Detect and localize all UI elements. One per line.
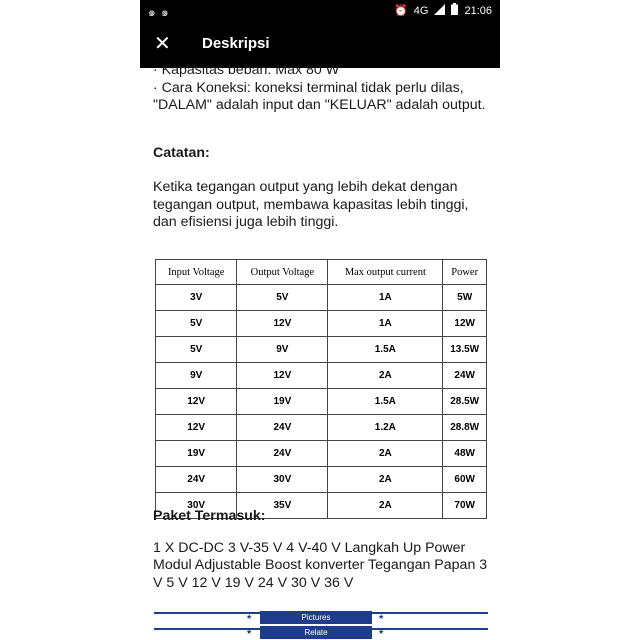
table-cell: 12V: [156, 389, 237, 415]
table-cell: 5V: [237, 285, 328, 311]
notes-heading: Catatan:: [153, 144, 210, 161]
table-cell: 48W: [443, 441, 487, 467]
table-row: [156, 441, 487, 467]
table-cell: 12V: [237, 363, 328, 389]
table-cell: 35V: [237, 493, 328, 519]
page-title: Deskripsi: [202, 35, 270, 52]
close-icon[interactable]: ✕: [154, 33, 171, 55]
table-cell: 19V: [237, 389, 328, 415]
table-cell: 5W: [443, 285, 487, 311]
clock: 21:06: [464, 4, 492, 17]
network-indicator: 4G: [413, 4, 429, 17]
table-cell: 5V: [156, 311, 237, 337]
signal-icon: [434, 4, 445, 18]
notification-icons: ๑ ๑: [148, 5, 170, 19]
table-row: [156, 389, 487, 415]
table-cell: 19V: [156, 441, 237, 467]
battery-icon: [451, 3, 458, 18]
package-text: 1 X DC-DC 3 V-35 V 4 V-40 V Langkah Up Power Modul Adjustable Boost konverter Tegangan Papan 3 V 5 V 12 V 19 V 24 V 30 V 36 V: [153, 539, 488, 591]
header-output-voltage: Output Voltage: [237, 260, 328, 285]
table-cell: 2A: [328, 493, 443, 519]
table-cell: 2A: [328, 441, 443, 467]
table-row: [156, 311, 487, 337]
table-cell: 1A: [328, 285, 443, 311]
table-cell: 70W: [443, 493, 487, 519]
description-content: [153, 62, 489, 232]
table-cell: 12W: [443, 311, 487, 337]
pictures-banner: [154, 609, 488, 640]
package-heading: Paket Termasuk:: [153, 508, 266, 524]
table-row: [156, 467, 487, 493]
star-icon: ★: [378, 629, 385, 636]
header-max-current: Max output current: [328, 260, 443, 285]
star-icon: ★: [246, 614, 253, 621]
phone-screen: [140, 0, 500, 640]
table-cell: 28.8W: [443, 415, 487, 441]
table-row: [156, 415, 487, 441]
banner-label-pictures: Pictures: [260, 611, 372, 624]
status-bar: [140, 0, 500, 22]
table-cell: 28.5W: [443, 389, 487, 415]
table-cell: 30V: [237, 467, 328, 493]
star-icon: ★: [378, 614, 385, 621]
table-row: [156, 363, 487, 389]
table-cell: 1.5A: [328, 337, 443, 363]
package-section: [153, 508, 489, 592]
table-cell: 9V: [156, 363, 237, 389]
notes-text: Ketika tegangan output yang lebih dekat dengan tegangan output, membawa kapasitas lebih tinggi, dan efisiensi juga lebih tinggi.: [153, 179, 469, 230]
table-cell: 24V: [156, 467, 237, 493]
table-cell: 24V: [237, 415, 328, 441]
header-input-voltage: Input Voltage: [156, 260, 237, 285]
table-cell: 1.5A: [328, 389, 443, 415]
table-cell: 24W: [443, 363, 487, 389]
table-cell: 24V: [237, 441, 328, 467]
table-cell: 9V: [237, 337, 328, 363]
table-row: [156, 285, 487, 311]
spec-table: [155, 259, 487, 519]
intro-line-connection: · Cara Koneksi: koneksi terminal tidak perlu dilas, "DALAM" adalah input dan "KELUAR" adalah output.: [153, 79, 486, 113]
star-icon: ★: [246, 629, 253, 636]
table-row: [156, 337, 487, 363]
table-cell: 13.5W: [443, 337, 487, 363]
table-cell: 1.2A: [328, 415, 443, 441]
table-cell: 60W: [443, 467, 487, 493]
table-cell: 1A: [328, 311, 443, 337]
header-power: Power: [443, 260, 487, 285]
table-cell: 2A: [328, 363, 443, 389]
table-cell: 5V: [156, 337, 237, 363]
banner-label-relate: Relate: [260, 626, 372, 639]
table-header-row: [156, 260, 487, 285]
table-cell: 30V: [156, 493, 237, 519]
table-cell: 2A: [328, 467, 443, 493]
table-cell: 3V: [156, 285, 237, 311]
table-cell: 12V: [156, 415, 237, 441]
intro-line-capacity: · Kapasitas beban: Max 80 W: [153, 62, 340, 78]
table-cell: 12V: [237, 311, 328, 337]
alarm-icon: ⏰: [394, 5, 408, 17]
